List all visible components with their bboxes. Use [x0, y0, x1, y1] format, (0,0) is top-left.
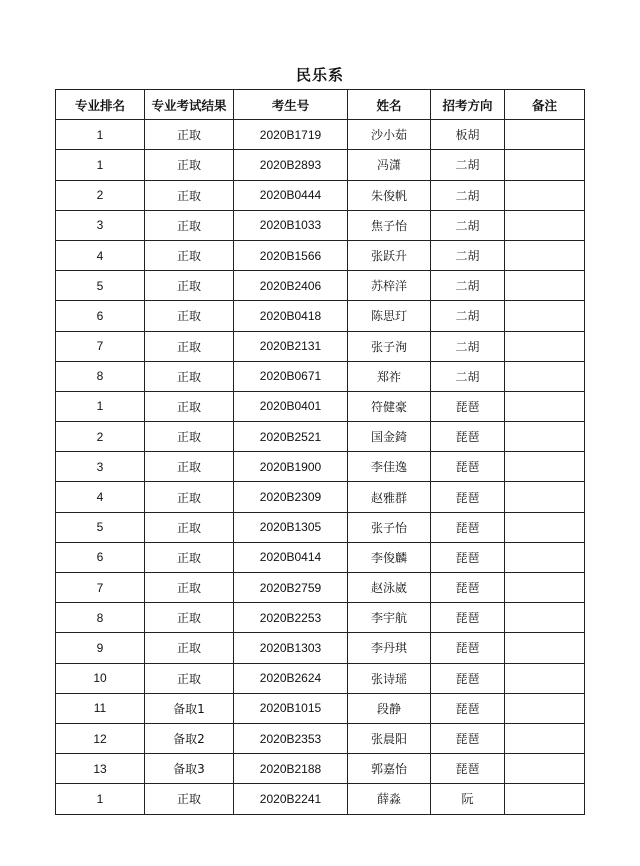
cell-result: 正取: [145, 391, 234, 421]
cell-name: 国金錡: [348, 422, 431, 452]
table-row: [56, 512, 585, 542]
table-row: [56, 693, 585, 723]
cell-exam-id: 2020B1900: [234, 452, 348, 482]
header-direction: 招考方向: [431, 90, 505, 120]
cell-direction: 琵琶: [431, 663, 505, 693]
cell-direction: 二胡: [431, 361, 505, 391]
page-title: 民乐系: [295, 66, 344, 84]
table-row: [56, 361, 585, 391]
cell-rank: 13: [56, 754, 145, 784]
cell-exam-id: 2020B2309: [234, 482, 348, 512]
cell-name: 赵泳崴: [348, 573, 431, 603]
cell-remarks: [505, 210, 585, 240]
cell-remarks: [505, 512, 585, 542]
cell-remarks: [505, 573, 585, 603]
cell-direction: 琵琶: [431, 693, 505, 723]
cell-rank: 1: [56, 120, 145, 150]
cell-rank: 8: [56, 361, 145, 391]
cell-exam-id: 2020B1566: [234, 240, 348, 270]
cell-direction: 琵琶: [431, 452, 505, 482]
cell-result: 正取: [145, 663, 234, 693]
cell-result: 正取: [145, 210, 234, 240]
cell-exam-id: 2020B2521: [234, 422, 348, 452]
header-rank: 专业排名: [56, 90, 145, 120]
cell-exam-id: 2020B2241: [234, 784, 348, 814]
cell-result: 正取: [145, 452, 234, 482]
table-row: [56, 210, 585, 240]
cell-rank: 3: [56, 452, 145, 482]
cell-name: 赵雅群: [348, 482, 431, 512]
cell-direction: 琵琶: [431, 633, 505, 663]
results-table: [55, 89, 585, 815]
cell-result: 正取: [145, 271, 234, 301]
cell-name: 李俊麟: [348, 542, 431, 572]
cell-rank: 4: [56, 240, 145, 270]
cell-name: 符健豪: [348, 391, 431, 421]
table-row: [56, 633, 585, 663]
cell-exam-id: 2020B2131: [234, 331, 348, 361]
cell-direction: 二胡: [431, 271, 505, 301]
cell-rank: 1: [56, 391, 145, 421]
table-row: [56, 331, 585, 361]
cell-name: 朱俊帆: [348, 180, 431, 210]
header-result: 专业考试结果: [145, 90, 234, 120]
cell-direction: 板胡: [431, 120, 505, 150]
cell-result: 正取: [145, 542, 234, 572]
cell-direction: 二胡: [431, 210, 505, 240]
cell-rank: 7: [56, 573, 145, 603]
cell-exam-id: 2020B0401: [234, 391, 348, 421]
cell-name: 沙小茹: [348, 120, 431, 150]
cell-rank: 8: [56, 603, 145, 633]
header-exam-id: 考生号: [234, 90, 348, 120]
cell-exam-id: 2020B1305: [234, 512, 348, 542]
cell-remarks: [505, 180, 585, 210]
cell-remarks: [505, 542, 585, 572]
cell-name: 张跃升: [348, 240, 431, 270]
table-row: [56, 240, 585, 270]
cell-remarks: [505, 150, 585, 180]
cell-exam-id: 2020B2624: [234, 663, 348, 693]
cell-remarks: [505, 482, 585, 512]
cell-exam-id: 2020B1015: [234, 693, 348, 723]
cell-rank: 3: [56, 210, 145, 240]
cell-result: 备取3: [145, 754, 234, 784]
cell-remarks: [505, 754, 585, 784]
cell-rank: 11: [56, 693, 145, 723]
cell-name: 薛淼: [348, 784, 431, 814]
table-row: [56, 603, 585, 633]
cell-exam-id: 2020B2759: [234, 573, 348, 603]
header-name: 姓名: [348, 90, 431, 120]
cell-direction: 二胡: [431, 240, 505, 270]
cell-name: 冯潇: [348, 150, 431, 180]
cell-rank: 9: [56, 633, 145, 663]
cell-result: 正取: [145, 633, 234, 663]
table-row: [56, 482, 585, 512]
cell-remarks: [505, 693, 585, 723]
cell-rank: 10: [56, 663, 145, 693]
cell-result: 备取2: [145, 723, 234, 753]
cell-remarks: [505, 633, 585, 663]
cell-exam-id: 2020B0671: [234, 361, 348, 391]
cell-exam-id: 2020B1033: [234, 210, 348, 240]
cell-result: 正取: [145, 150, 234, 180]
cell-remarks: [505, 422, 585, 452]
cell-name: 李丹琪: [348, 633, 431, 663]
table-row: [56, 180, 585, 210]
cell-name: 焦子怡: [348, 210, 431, 240]
cell-direction: 琵琶: [431, 482, 505, 512]
table-row: [56, 573, 585, 603]
cell-exam-id: 2020B0414: [234, 542, 348, 572]
cell-exam-id: 2020B1719: [234, 120, 348, 150]
cell-result: 正取: [145, 784, 234, 814]
table-row: [56, 301, 585, 331]
cell-remarks: [505, 271, 585, 301]
cell-remarks: [505, 120, 585, 150]
cell-rank: 2: [56, 180, 145, 210]
cell-direction: 琵琶: [431, 603, 505, 633]
cell-name: 郑祚: [348, 361, 431, 391]
cell-rank: 6: [56, 301, 145, 331]
cell-name: 张子怡: [348, 512, 431, 542]
table-row: [56, 422, 585, 452]
cell-remarks: [505, 452, 585, 482]
cell-exam-id: 2020B2893: [234, 150, 348, 180]
cell-remarks: [505, 331, 585, 361]
cell-result: 正取: [145, 482, 234, 512]
cell-name: 陈思玎: [348, 301, 431, 331]
cell-rank: 2: [56, 422, 145, 452]
cell-remarks: [505, 603, 585, 633]
table-row: [56, 542, 585, 572]
cell-rank: 1: [56, 784, 145, 814]
cell-direction: 琵琶: [431, 573, 505, 603]
cell-result: 正取: [145, 573, 234, 603]
cell-direction: 琵琶: [431, 391, 505, 421]
cell-direction: 二胡: [431, 150, 505, 180]
cell-exam-id: 2020B2253: [234, 603, 348, 633]
cell-exam-id: 2020B0444: [234, 180, 348, 210]
cell-remarks: [505, 723, 585, 753]
cell-name: 段静: [348, 693, 431, 723]
cell-rank: 6: [56, 542, 145, 572]
cell-direction: 琵琶: [431, 422, 505, 452]
cell-remarks: [505, 663, 585, 693]
cell-direction: 二胡: [431, 331, 505, 361]
cell-result: 正取: [145, 240, 234, 270]
cell-remarks: [505, 361, 585, 391]
cell-result: 正取: [145, 422, 234, 452]
cell-remarks: [505, 240, 585, 270]
cell-direction: 琵琶: [431, 512, 505, 542]
table-row: [56, 150, 585, 180]
cell-direction: 阮: [431, 784, 505, 814]
cell-result: 正取: [145, 361, 234, 391]
cell-remarks: [505, 391, 585, 421]
cell-name: 李宇航: [348, 603, 431, 633]
cell-name: 苏梓洋: [348, 271, 431, 301]
cell-rank: 5: [56, 271, 145, 301]
cell-name: 张晨阳: [348, 723, 431, 753]
cell-exam-id: 2020B1303: [234, 633, 348, 663]
table-row: [56, 723, 585, 753]
cell-rank: 12: [56, 723, 145, 753]
cell-direction: 琵琶: [431, 542, 505, 572]
cell-name: 李佳逸: [348, 452, 431, 482]
cell-exam-id: 2020B2188: [234, 754, 348, 784]
table-row: [56, 391, 585, 421]
cell-result: 正取: [145, 301, 234, 331]
cell-direction: 二胡: [431, 180, 505, 210]
table-row: [56, 754, 585, 784]
header-remarks: 备注: [505, 90, 585, 120]
cell-remarks: [505, 301, 585, 331]
cell-result: 正取: [145, 120, 234, 150]
cell-exam-id: 2020B2406: [234, 271, 348, 301]
cell-name: 张子洵: [348, 331, 431, 361]
cell-rank: 4: [56, 482, 145, 512]
cell-name: 郭嘉怡: [348, 754, 431, 784]
cell-exam-id: 2020B2353: [234, 723, 348, 753]
cell-rank: 7: [56, 331, 145, 361]
table-row: [56, 784, 585, 814]
table-row: [56, 120, 585, 150]
cell-result: 正取: [145, 331, 234, 361]
cell-result: 正取: [145, 603, 234, 633]
cell-result: 备取1: [145, 693, 234, 723]
table-row: [56, 271, 585, 301]
cell-name: 张诗瑶: [348, 663, 431, 693]
cell-remarks: [505, 784, 585, 814]
cell-rank: 1: [56, 150, 145, 180]
cell-direction: 琵琶: [431, 754, 505, 784]
cell-exam-id: 2020B0418: [234, 301, 348, 331]
cell-direction: 琵琶: [431, 723, 505, 753]
cell-result: 正取: [145, 180, 234, 210]
cell-direction: 二胡: [431, 301, 505, 331]
table-row: [56, 663, 585, 693]
table-header-row: [56, 90, 585, 120]
table-row: [56, 452, 585, 482]
cell-rank: 5: [56, 512, 145, 542]
cell-result: 正取: [145, 512, 234, 542]
